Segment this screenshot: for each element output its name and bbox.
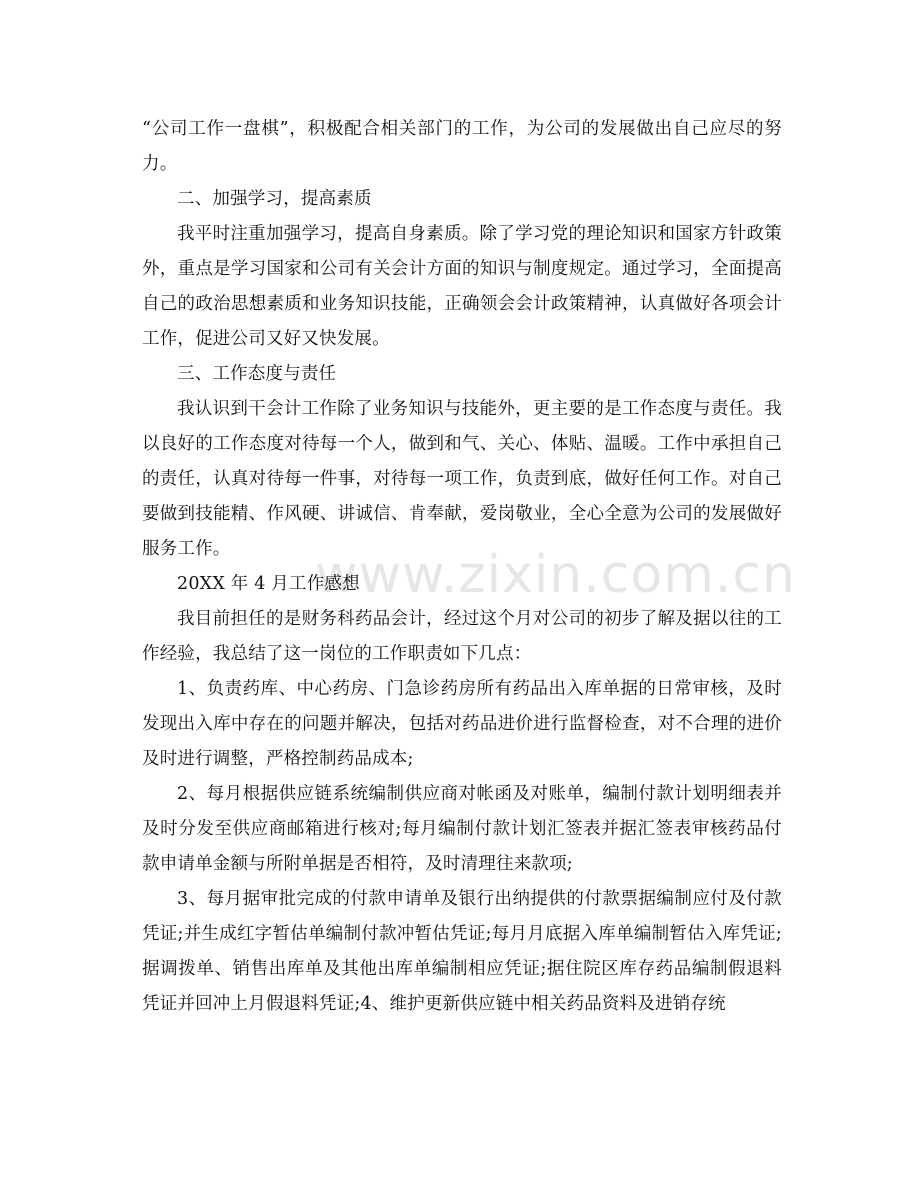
list-item-1: 1、负责药库、中心药房、门急诊药房所有药品出入库单据的日常审核，及时发现出入库中存在的问题并解决，包括对药品进价进行监督检查，对不合理的进价及时进行调整，严格控制药品成本; xyxy=(142,679,782,769)
list-item-3: 3、每月据审批完成的付款申请单及银行出纳提供的付款票据编制应付及付款凭证;并生成红字暂估单编制付款冲暂估凭证;每月月底据入库单编制暂估入库凭证;据调拨单、销售出库单及其他出库单编制相应凭证;据住院区库存药品编制假退料凭证并回冲上月假退料凭证;4、维护更新供应链中相关药品资料及进销存统 xyxy=(142,889,782,1014)
section-heading-april: 20XX 年 4 月工作感想 xyxy=(177,574,360,594)
paragraph-april-intro: 我目前担任的是财务科药品会计，经过这个月对公司的初步了解及据以往的工作经验，我总结了这一岗位的工作职责如下几点： xyxy=(142,609,782,664)
document-body xyxy=(142,112,782,1022)
section-heading-attitude: 三、工作态度与责任 xyxy=(177,364,337,384)
watermark-text: www.zixin.com.cn xyxy=(315,545,796,605)
paragraph-study: 我平时注重加强学习，提高自身素质。除了学习党的理论知识和国家方针政策外，重点是学习国家和公司有关会计方面的知识与制度规定。通过学习，全面提高自己的政治思想素质和业务知识技能，正确领会会计政策精神，认真做好各项会计工作，促进公司又好又快发展。 xyxy=(142,224,782,349)
paragraph-attitude: 我认识到干会计工作除了业务知识与技能外，更主要的是工作态度与责任。我以良好的工作态度对待每一个人，做到和气、关心、体贴、温暖。工作中承担自己的责任，认真对待每一件事，对待每一项工作，负责到底，做好任何工作。对自己要做到技能精、作风硬、讲诚信、肯奉献，爱岗敬业，全心全意为公司的发展做好服务工作。 xyxy=(142,399,782,559)
list-item-2: 2、每月根据供应链系统编制供应商对帐函及对账单，编制付款计划明细表并及时分发至供应商邮箱进行核对;每月编制付款计划汇签表并据汇签表审核药品付款申请单金额与所附单据是否相符，及时清理往来款项; xyxy=(142,784,782,874)
section-heading-study: 二、加强学习，提高素质 xyxy=(177,189,372,209)
paragraph-continuation: “公司工作一盘棋”，积极配合相关部门的工作，为公司的发展做出自己应尽的努力。 xyxy=(142,119,782,174)
